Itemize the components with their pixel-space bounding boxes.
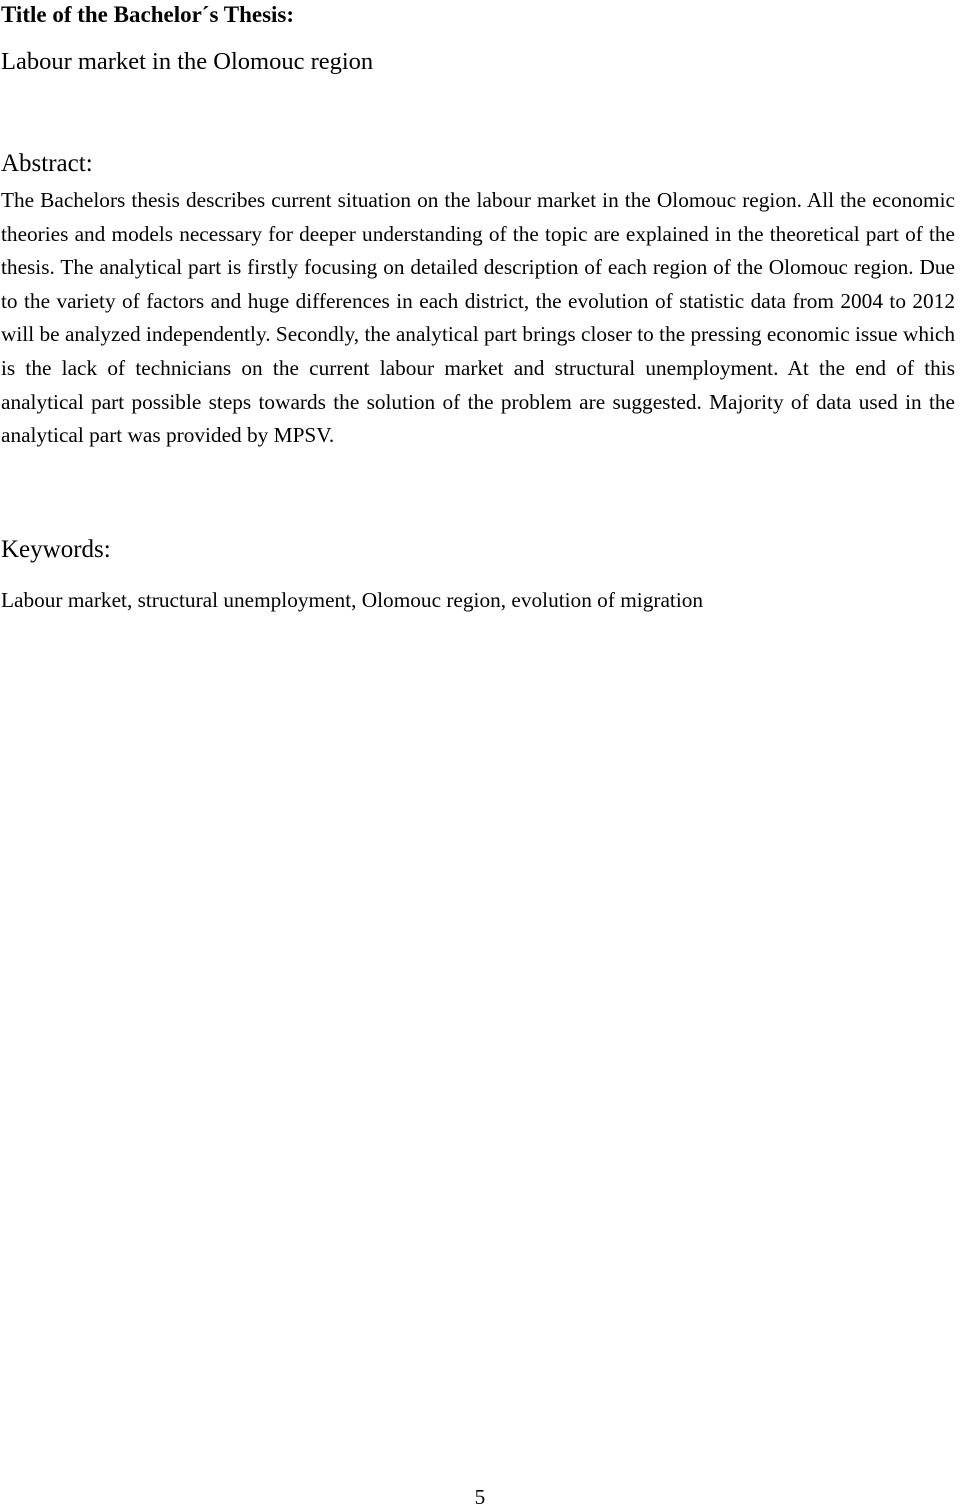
- keywords-heading: Keywords:: [1, 536, 111, 563]
- thesis-title-label: Title of the Bachelor´s Thesis:: [1, 2, 295, 27]
- keywords-text: Labour market, structural unemployment, Olomouc region, evolution of migration: [1, 588, 704, 612]
- page-number: 5: [474, 1485, 486, 1509]
- abstract-text: The Bachelors thesis describes current situation on the labour market in the Olomouc region. All the economic theories and models necessary for deeper understanding of the topic are explained in the theoretical part of the thesis. The analytical part is firstly focusing on detailed description of each region of the Olomouc region. Due to the variety of factors and huge differences in each district, the evolution of statistic data from 2004 to 2012 will be analyzed independently. Secondly, the analytical part brings closer to the pressing economic issue which is the lack of technicians on the current labour market and structural unemployment. At the end of this analytical part possible steps towards the solution of the problem are suggested. Majority of data used in the analytical part was provided by MPSV.: [1, 188, 955, 448]
- abstract-heading: Abstract:: [1, 150, 93, 177]
- thesis-title: Labour market in the Olomouc region: [1, 48, 374, 75]
